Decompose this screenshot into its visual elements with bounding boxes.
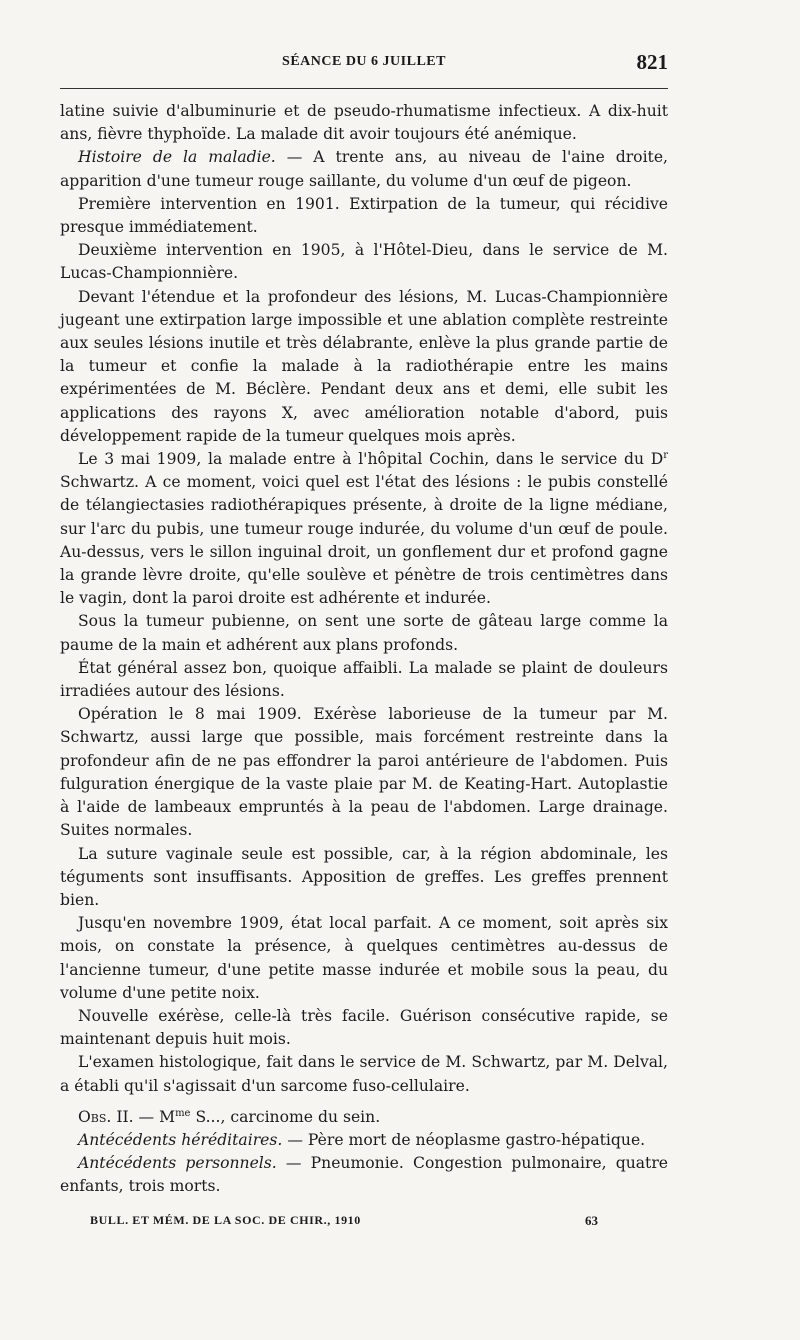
paragraph-heredity xyxy=(60,1129,668,1152)
personal-label: Antécédents personnels. xyxy=(78,1154,277,1173)
paragraph-pubic-tumor: Sous la tumeur pubienne, on sent une sorte de gâteau large comme la paume de la main et adhérent aux plans profonds. xyxy=(60,612,668,654)
personal-text: — Pneumonie. Congestion pulmonaire, quatre enfants, trois morts. xyxy=(60,1154,669,1196)
paragraph-cochin-admission xyxy=(60,448,668,610)
history-label: Histoire de la maladie. xyxy=(78,148,276,167)
paragraph-general-state: État général assez bon, quoique affaibli. La malade se plaint de douleurs irradiées autour des lésions. xyxy=(60,658,668,701)
observation-heading xyxy=(60,1106,668,1129)
paragraph-first-intervention: Première intervention en 1901. Extirpation de la tumeur, qui récidive presque immédiatement. xyxy=(60,194,668,237)
running-title: SÉANCE DU 6 JUILLET xyxy=(282,54,446,69)
doctor-abbrev: D xyxy=(650,450,664,469)
paragraph-history-of-illness: Histoire de la maladie. — A trente ans, au niveau de l'aine droite, apparition d'une tumeur rouge saillante, du volume d'un œuf de pigeon. xyxy=(60,148,669,190)
header-rule xyxy=(60,88,668,89)
lesion-description: Schwartz. A ce moment, voici quel est l'état des lésions : le pubis constellé de télangiectasies radiothérapiques présente, à droite de la ligne médiane, sur l'arc du pubis, une tumeur rouge indurée, du volume d'un œuf de poule. Au-dessus, vers le sillon inguinal droit, un gonflement dur et profond gagne la grande lèvre droite, qu'elle soulève et pénètre de trois centimètres dans le vagin, dont la paroi droite est adhérente et indurée. xyxy=(60,473,668,608)
doctor-abbrev-sup: r xyxy=(663,449,668,461)
footer-journal: BULL. ET MÉM. DE LA SOC. DE CHIR., 1910 xyxy=(90,1213,361,1227)
running-head xyxy=(60,50,668,76)
admission-text: Le 3 mai 1909, la malade entre à l'hôpital Cochin, dans le service du xyxy=(78,450,651,469)
heredity-label: Antécédents héréditaires. xyxy=(78,1130,283,1149)
page-footer xyxy=(90,1213,650,1233)
observation-dash: — M xyxy=(133,1107,176,1126)
paragraph-recurrence: Jusqu'en novembre 1909, état local parfait. A ce moment, soit après six mois, on constate la présence, à quelques centimètres au-dessus de l'ancienne tumeur, d'une petite masse indurée et mobile sous la peau, du volume d'une petite noix. xyxy=(60,914,668,1002)
observation-label: Obs. II. xyxy=(78,1107,134,1126)
observation-sup: me xyxy=(175,1107,191,1119)
body-text xyxy=(60,100,668,1199)
paragraph-operation: Opération le 8 mai 1909. Exérèse laborieuse de la tumeur par M. Schwartz, aussi large que possible, mais forcément restreinte dans la profondeur afin de ne pas effondrer la paroi antérieure de l'abdomen. Puis fulguration énergique de la vaste plaie par M. de Keating-Hart. Autoplastie à l'aide de lambeaux empruntés à la peau de l'abdomen. Large drainage. Suites normales. xyxy=(60,705,668,840)
paragraph-radiotherapy: Devant l'étendue et la profondeur des lésions, M. Lucas-Championnière jugeant une extirpation large impossible et une ablation complète restreinte aux seules lésions inutile et très délabrante, enlève la plus grande partie de la tumeur et confie la malade à la radiothérapie entre les mains expérimentées de M. Béclère. Pendant deux ans et demi, elle subit les applications des rayons X, avec amélioration notable d'abord, puis développement rapide de la tumeur quelques mois après. xyxy=(60,287,668,445)
paragraph-new-excision: Nouvelle exérèse, celle-là très facile. Guérison consécutive rapide, se maintenant depuis huit mois. xyxy=(60,1006,668,1049)
page-number: 821 xyxy=(636,50,668,74)
footer-signature: 63 xyxy=(585,1213,598,1228)
paragraph-histology: L'examen histologique, fait dans le service de M. Schwartz, par M. Delval, a établi qu'il s'agissait d'un sarcome fuso-cellulaire. xyxy=(60,1053,668,1095)
history-text: A trente ans, au niveau de l'aine droite, apparition d'une tumeur rouge saillante, du volume d'un œuf de pigeon. xyxy=(60,148,669,190)
paragraph-suture: La suture vaginale seule est possible, car, à la région abdominale, les téguments sont insuffisants. Apposition de greffes. Les greffes prennent bien. xyxy=(60,844,668,909)
paragraph-history-intro: latine suivie d'albuminurie et de pseudo-rhumatisme infectieux. A dix-huit ans, fièvre thyphoïde. La malade dit avoir toujours été anémique. xyxy=(60,102,668,144)
observation-title: S..., carcinome du sein. xyxy=(190,1107,381,1126)
heredity-text: — Père mort de néoplasme gastro-hépatique. xyxy=(287,1130,646,1149)
paragraph-second-intervention: Deuxième intervention en 1905, à l'Hôtel-Dieu, dans le service de M. Lucas-Championnière. xyxy=(60,241,668,283)
paragraph-personal-history xyxy=(60,1152,668,1198)
